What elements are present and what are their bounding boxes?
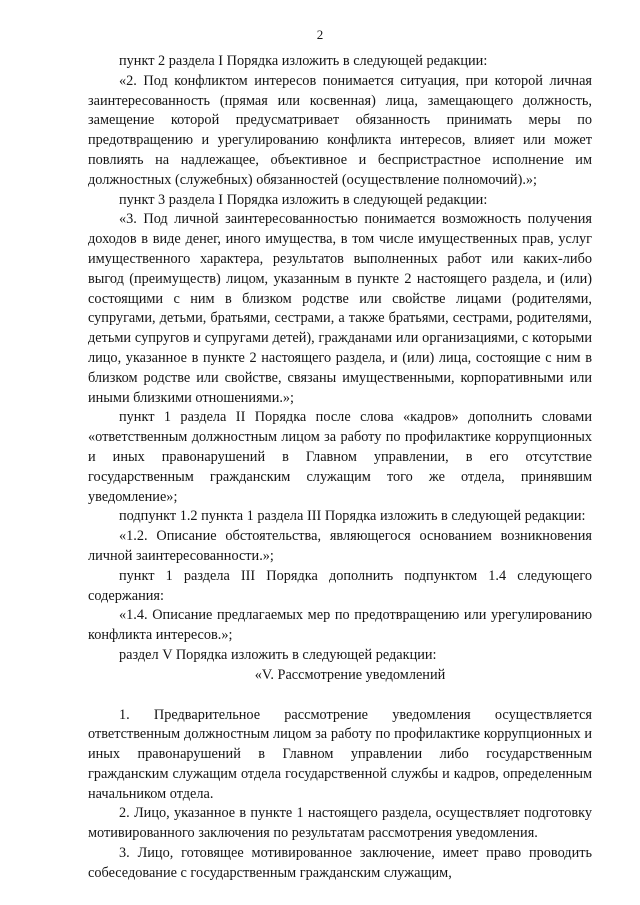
section-spacer [88,686,592,706]
paragraph: пункт 1 раздела II Порядка после слова «кадров» дополнить словами «ответственным должностным лицом за работу по профилактике коррупционных и иных правонарушений в Главном управлении, в его отсутствие государственным гражданским служащим того же отдела, принявшим уведомление»; [88,409,592,505]
document-body [88,52,592,884]
paragraph: пункт 2 раздела I Порядка изложить в следующей редакции: [119,53,488,69]
paragraph: «1.4. Описание предлагаемых мер по предотвращению или урегулированию конфликта интересов.»; [88,607,592,644]
paragraph: пункт 3 раздела I Порядка изложить в следующей редакции: [119,191,488,208]
paragraph: раздел V Порядка изложить в следующей редакции: [119,646,437,663]
section-paragraph: 3. Лицо, готовящее мотивированное заключение, имеет право проводить собеседование с государственным гражданским служащим, [88,845,592,881]
section-paragraph: 1. Предварительное рассмотрение уведомления осуществляется ответственным должностным лицом за работу по профилактике коррупционных и иных правонарушений в Главном управлении либо государственным гражданским служащим отдела государственной службы и кадров, определенным начальником отдела. [88,706,592,802]
paragraph: пункт 1 раздела III Порядка дополнить подпунктом 1.4 следующего содержания: [88,567,592,604]
paragraph: подпункт 1.2 пункта 1 раздела III Порядка изложить в следующей редакции: [119,508,586,525]
section-paragraph: 2. Лицо, указанное в пункте 1 настоящего раздела, осуществляет подготовку мотивированного заключения по результатам рассмотрения уведомления. [88,805,592,842]
paragraph: «1.2. Описание обстоятельства, являющегося основанием возникновения личной заинтересованности.»; [88,528,592,564]
paragraph: «2. Под конфликтом интересов понимается ситуация, при которой личная заинтересованность (прямая или косвенная) лица, замещающего должность, замещение которой предусматривает обязанность принимать меры по предотвращению и урегулированию конфликта интересов, влияет или может повлиять на надлежащее, объективное и беспристрастное исполнение им должностных (служебных) обязанностей (осуществление полномочий).»; [88,72,592,188]
page-number: 2 [316,27,324,42]
section-heading: «V. Рассмотрение уведомлений [254,666,446,683]
paragraph: «3. Под личной заинтересованностью понимается возможность получения доходов в виде денег, иного имущества, в том числе имущественных прав, услуг имущественного характера, результатов выполненных работ или каких-либо выгод (преимуществ) лицом, указанным в пункте 2 настоящего раздела, и (или) состоящими с ним в близком родстве или свойстве лицами (родителями, супругами, детьми, братьями, сестрами, а также братьями, сестрами, родителями, детьми супругов и супругами детей), гражданами или организациями, с которыми лицо, указанное в пункте 2 настоящего раздела, и (или) лица, состоящие с ним в близком родстве или свойстве, связаны имущественными, корпоративными или иными близкими отношениями.»; [88,211,592,406]
